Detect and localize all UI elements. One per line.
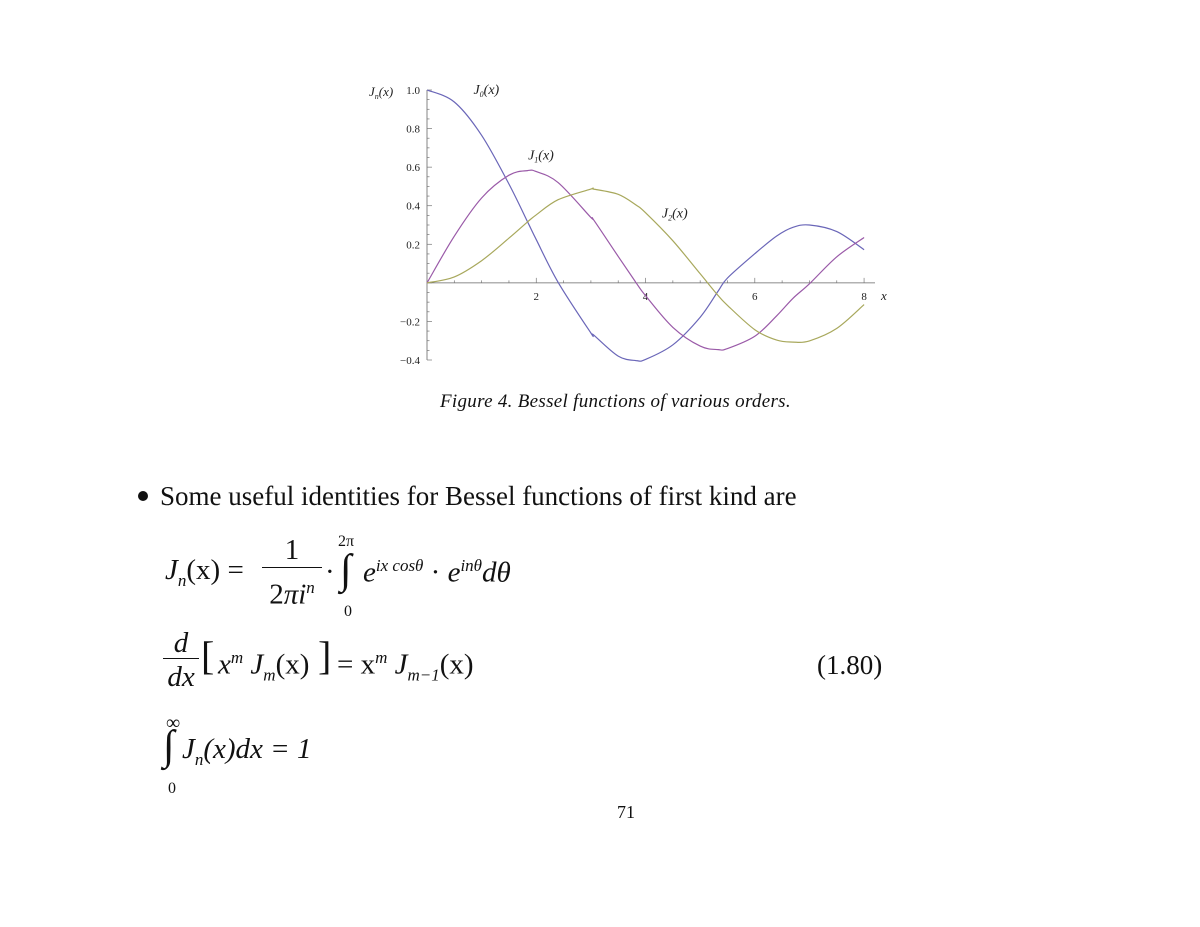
x-tick-label: 4 [642, 290, 649, 303]
bullet-dot [138, 491, 148, 501]
bullet-text [138, 481, 797, 512]
curve-j2x [427, 188, 864, 342]
eq3-upper-limit: ∞ [166, 712, 181, 734]
equation-integral-representation: $J_n(x)$ = [165, 554, 244, 590]
x-tick-label: 8 [861, 290, 867, 303]
equation-number: (1.80) [817, 650, 883, 680]
curve-label: $J_2(x)$ [661, 206, 688, 223]
eq1-upper-limit: 2π [338, 533, 355, 550]
integral-sign: ∫ [340, 547, 352, 593]
eq2-rhs: = $x^m$ $J_{m-1}(x)$ [337, 648, 474, 685]
eq2-derivative: d dx [163, 628, 199, 695]
curve-j0x [427, 90, 864, 361]
eq3-lower-limit: 0 [168, 780, 176, 797]
figure-caption: Figure 4. Bessel functions of various orders. [440, 391, 791, 412]
y-tick-label: 0.6 [406, 162, 420, 175]
eq1-dot: · [325, 556, 335, 588]
curve-label: $J_0(x)$ [473, 83, 500, 99]
eq2-bracket-content: $x^m$ $J_m(x)$ [218, 648, 310, 685]
bessel-figure [355, 78, 900, 378]
right-bracket: ] [318, 633, 332, 678]
y-tick-label: 0.2 [406, 239, 420, 252]
left-bracket: [ [201, 633, 215, 678]
eq1-fraction: 1 $2\pi i^n$ [262, 533, 322, 615]
y-tick-label: −0.4 [400, 355, 420, 367]
curve-label: $J_1(x)$ [528, 148, 554, 165]
bessel-chart [355, 78, 900, 378]
x-axis-label: x [881, 287, 887, 303]
page-number: 71 [617, 802, 635, 822]
eq3-body: $J_n(x)dx = 1$ [182, 733, 312, 769]
y-axis-label: $J_n(x)$ [369, 84, 394, 101]
y-tick-label: −0.2 [400, 316, 420, 329]
y-tick-label: 0.8 [406, 123, 420, 136]
y-tick-label: 0.4 [406, 200, 420, 213]
curve-j1x [427, 170, 864, 350]
eq1-integrand: $e^{ix cos\theta} \cdot e^{in\theta}d\theta$ [363, 556, 511, 589]
eq1-lower-limit: 0 [344, 603, 352, 620]
bullet-text-content: Some useful identities for Bessel functions of first kind are [160, 481, 797, 511]
x-tick-label: 2 [533, 290, 540, 303]
y-tick-label: 1.0 [406, 85, 420, 97]
integral-sign-2: ∫ [163, 723, 175, 769]
x-tick-label: 6 [752, 290, 758, 303]
